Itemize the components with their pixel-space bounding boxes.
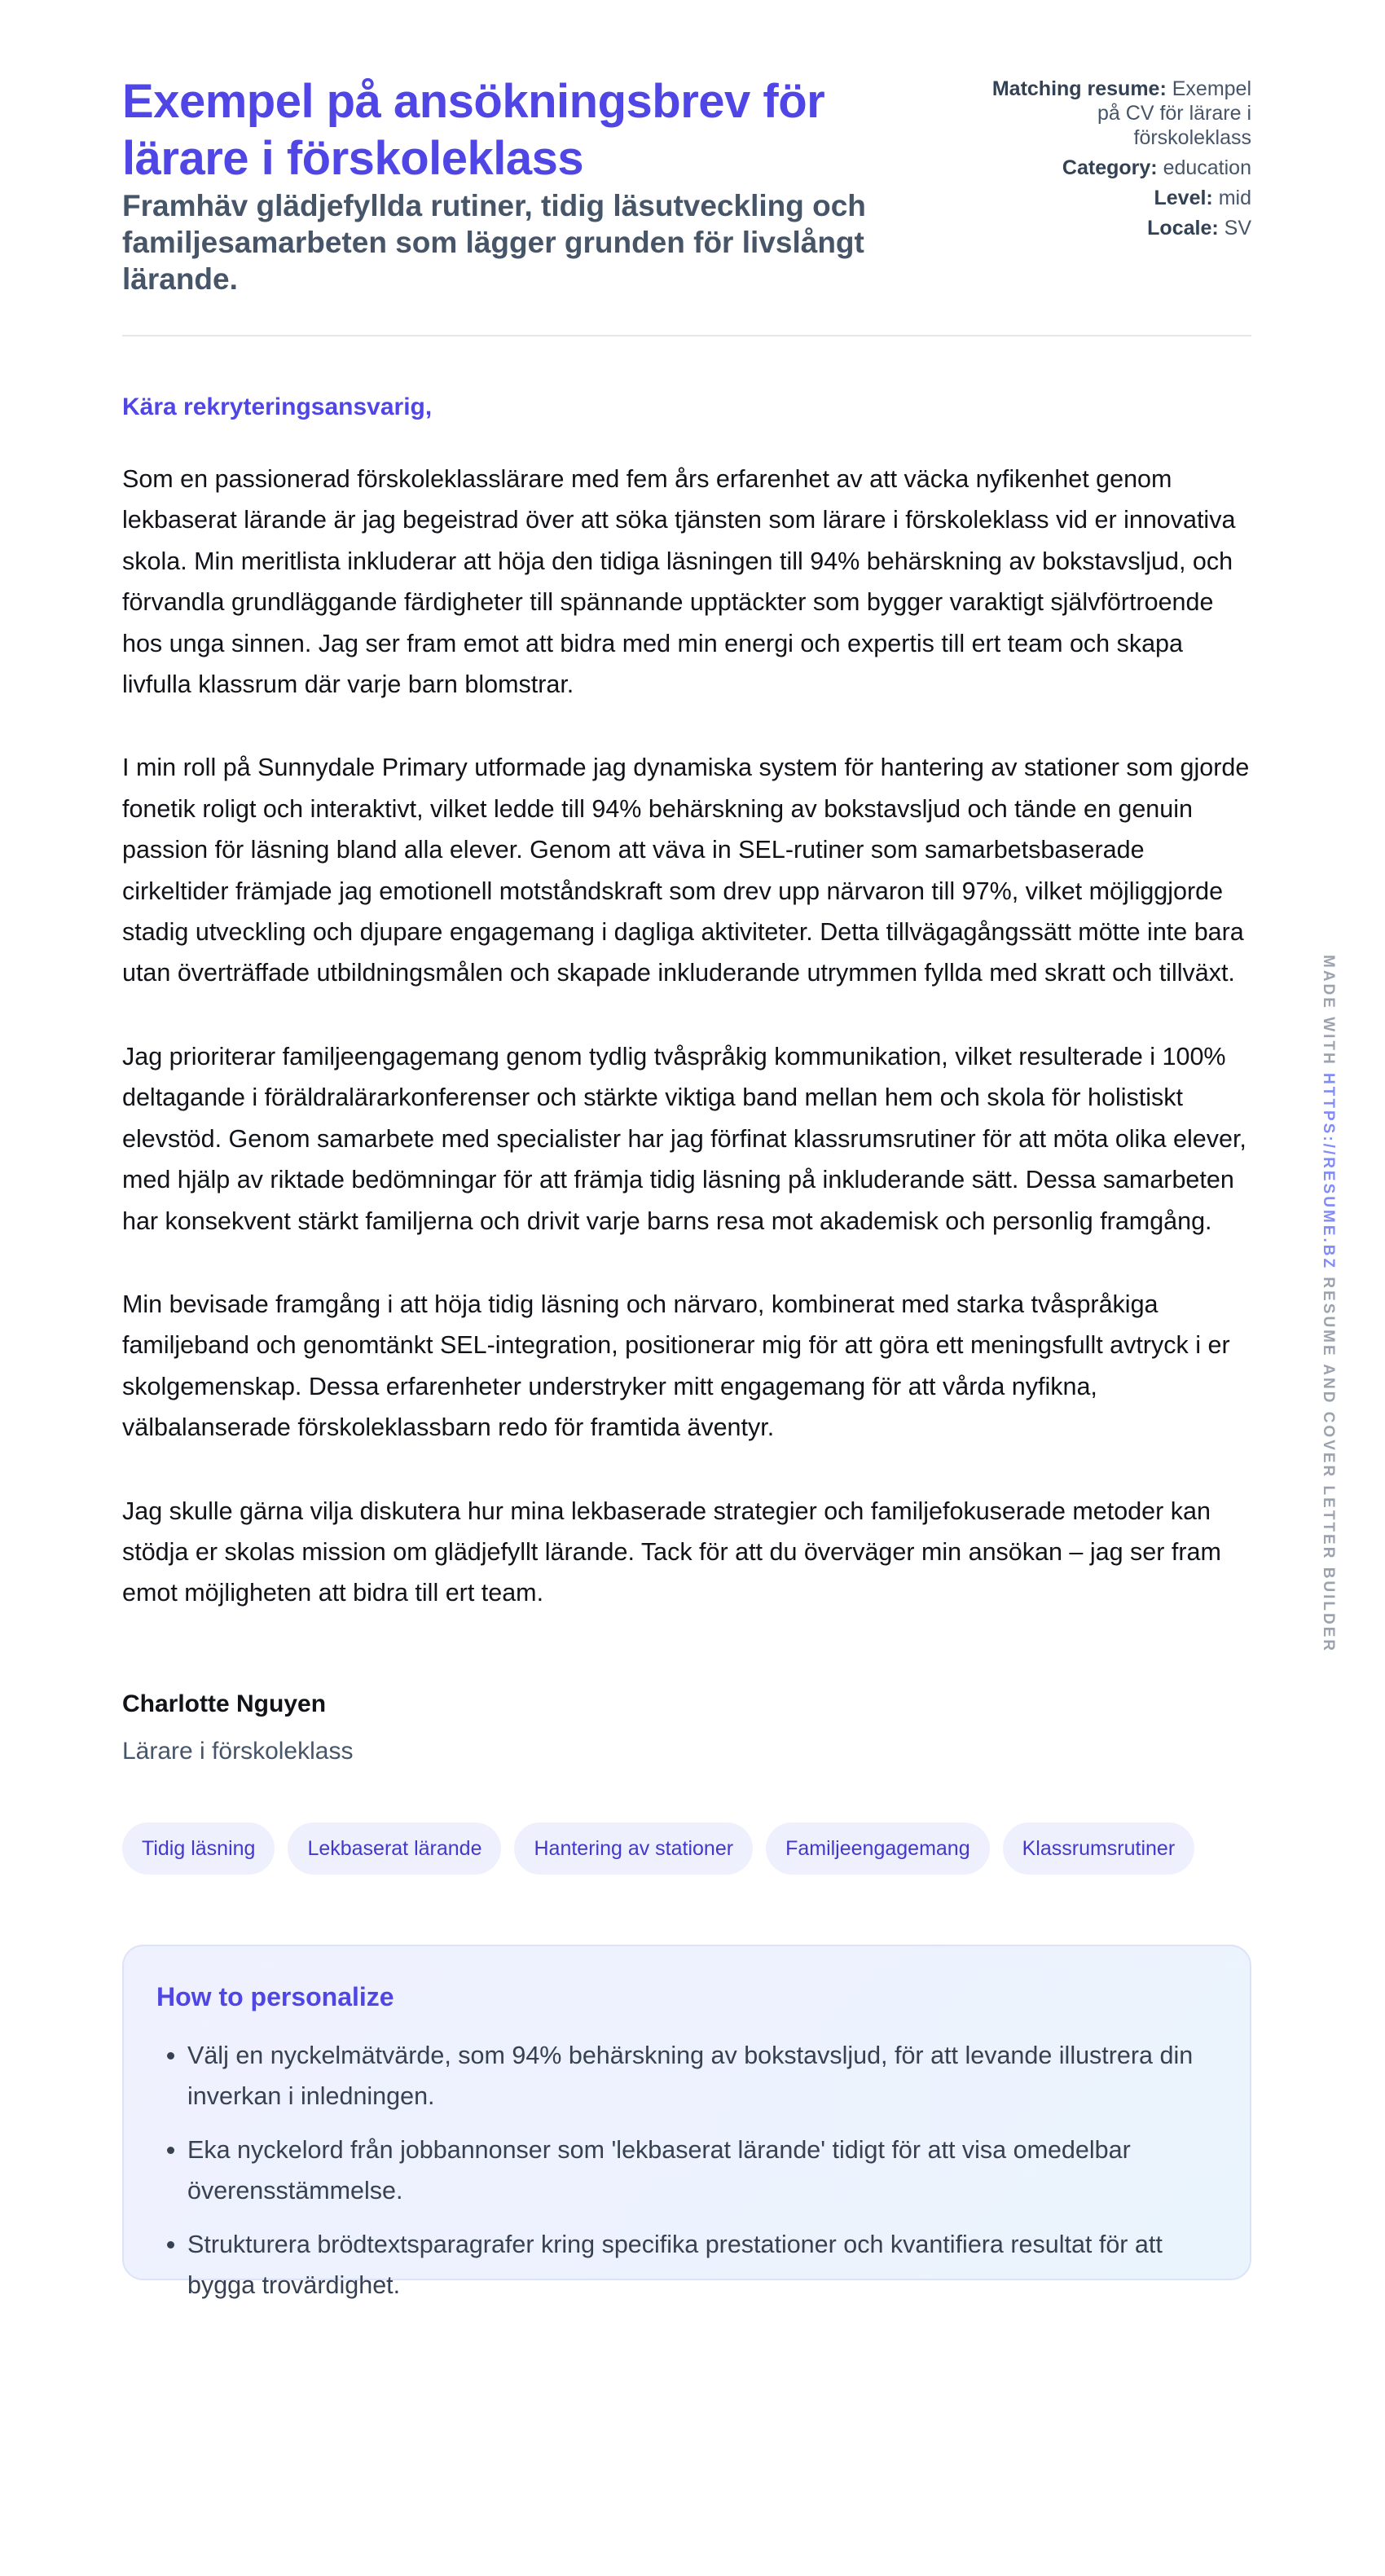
letter-greeting: Kära rekryteringsansvarig, — [122, 393, 433, 420]
meta-matching-resume-label: Matching resume: — [991, 77, 1167, 100]
cover-letter-page — [122, 73, 1251, 2299]
header — [122, 73, 1251, 297]
signature-role: Lärare i förskoleklass — [122, 1737, 354, 1765]
made-with-sidebar — [1317, 955, 1337, 1654]
personalize-tips-panel — [122, 1945, 1251, 2299]
meta-level-value: mid — [1218, 187, 1251, 209]
meta-level-label: Level: — [1154, 187, 1213, 209]
tips-list — [156, 2035, 1217, 2306]
keyword-tag: Klassrumsrutiner — [1003, 1822, 1195, 1875]
meta-panel — [974, 73, 1251, 246]
header-divider — [122, 335, 1251, 336]
tip-item: • Eka nyckelord från jobbannonser som 'lekbaserat lärande' tidigt för att visa omedelbar överensstämmelse. — [187, 2130, 1217, 2211]
meta-locale-label: Locale: — [1147, 217, 1219, 240]
page-subtitle: Framhäv glädjefyllda rutiner, tidig läsutveckling och familjesamarbeten som lägger grunden för livslångt lärande. — [122, 189, 866, 296]
meta-locale — [974, 216, 1251, 240]
letter-paragraph: I min roll på Sunnydale Primary utformade jag dynamiska system för hantering av stationer som gjorde fonetik roligt och interaktivt, vilket ledde till 94% behärskning av bokstavsljud och tände en genuin passion för läsning bland alla elever. Genom att väva in SEL-rutiner som samarbetsbaserade cirkeltider främjade jag emotionell motståndskraft som drev upp närvaron till 97%, vilket möjliggjorde stadig utveckling och djupare engagemang i dagliga aktiviteter. Detta tillvägagångssätt mötte inte bara utan överträffade utbildningsmålen och skapade inkluderande utrymmen fyllda med skratt och tillväxt. — [122, 754, 1250, 987]
letter-paragraph: Min bevisade framgång i att höja tidig läsning och närvaro, kombinerat med starka tvåspråkiga familjeband och genomtänkt SEL-integration, positionerar mig för att göra ett meningsfullt avtryck i er skolgemenskap. Dessa erfarenheter understryker mitt engagemang för att vårda nyfikna, välbalanserade förskoleklassbarn redo för framtida äventyr. — [122, 1290, 1230, 1442]
title-block — [122, 73, 937, 297]
meta-category-label: Category: — [1062, 156, 1158, 179]
letter-paragraph: Som en passionerad förskoleklasslärare med fem års erfarenhet av att väcka nyfikenhet genom lekbaserat lärande är jag begeistrad över att söka tjänsten som lärare i förskoleklass vid er innovativa skola. Min meritlista inkluderar att höja den tidiga läsningen till 94% behärskning av bokstavsljud, och förvandla grundläggande färdigheter till spännande upptäckter som bygger varaktigt självförtroende hos unga sinnen. Jag ser fram emot att bidra med min energi och expertis till ert team och skapa livfulla klassrum där varje barn blomstrar. — [122, 465, 1236, 699]
tip-item: • Välj en nyckelmätvärde, som 94% behärskning av bokstavsljud, för att levande illustrera din inverkan i inledningen. — [187, 2035, 1217, 2117]
keyword-tag: Tidig läsning — [122, 1822, 275, 1875]
keyword-tag: Familjeengagemang — [766, 1822, 990, 1875]
meta-locale-value: SV — [1224, 217, 1251, 240]
tips-title: How to personalize — [156, 1981, 394, 2011]
letter-paragraph: Jag prioriterar familjeengagemang genom tydlig tvåspråkig kommunikation, vilket resulterade i 100% deltagande i föräldralärarkonferenser och stärkte viktiga band mellan hem och skola för holistiskt elevstöd. Genom samarbete med specialister har jag förfinat klassrumsrutiner för att möta olika elever, med hjälp av riktade bedömningar för att främja tidig läsning på inkluderande sätt. Dessa samarbeten har konsekvent stärkt familjerna och drivit varje barns resa mot akademisk och personlig framgång. — [122, 1042, 1246, 1235]
made-with-label: MADE WITH — [1320, 955, 1337, 1066]
meta-matching-resume-value: Exempel på CV för lärare i förskoleklass — [1097, 77, 1251, 149]
keyword-tag: Hantering av stationer — [514, 1822, 753, 1875]
meta-category — [974, 156, 1251, 180]
meta-category-value: education — [1163, 156, 1251, 179]
keyword-tag: Lekbaserat lärande — [288, 1822, 501, 1875]
page-title: Exempel på ansökningsbrev för lärare i förskoleklass — [122, 75, 825, 185]
signature-name: Charlotte Nguyen — [122, 1690, 327, 1717]
meta-level — [974, 186, 1251, 210]
keyword-tags — [122, 1822, 1251, 1875]
tip-item: • Strukturera brödtextsparagrafer kring specifika prestationer och kvantifiera resultat för att bygga trovärdighet. — [187, 2224, 1217, 2306]
builder-tagline: RESUME AND COVER LETTER BUILDER — [1320, 1277, 1337, 1654]
letter-paragraph: Jag skulle gärna vilja diskutera hur mina lekbaserade strategier och familjefokuserade metoder kan stödja er skolas mission om glädjefyllt lärande. Tack för att du överväger min ansökan – jag ser fram emot möjligheten att bidra till ert team. — [122, 1497, 1221, 1607]
meta-matching-resume — [974, 77, 1251, 150]
resume-bz-link[interactable]: HTTPS://RESUME.BZ — [1320, 1073, 1337, 1271]
